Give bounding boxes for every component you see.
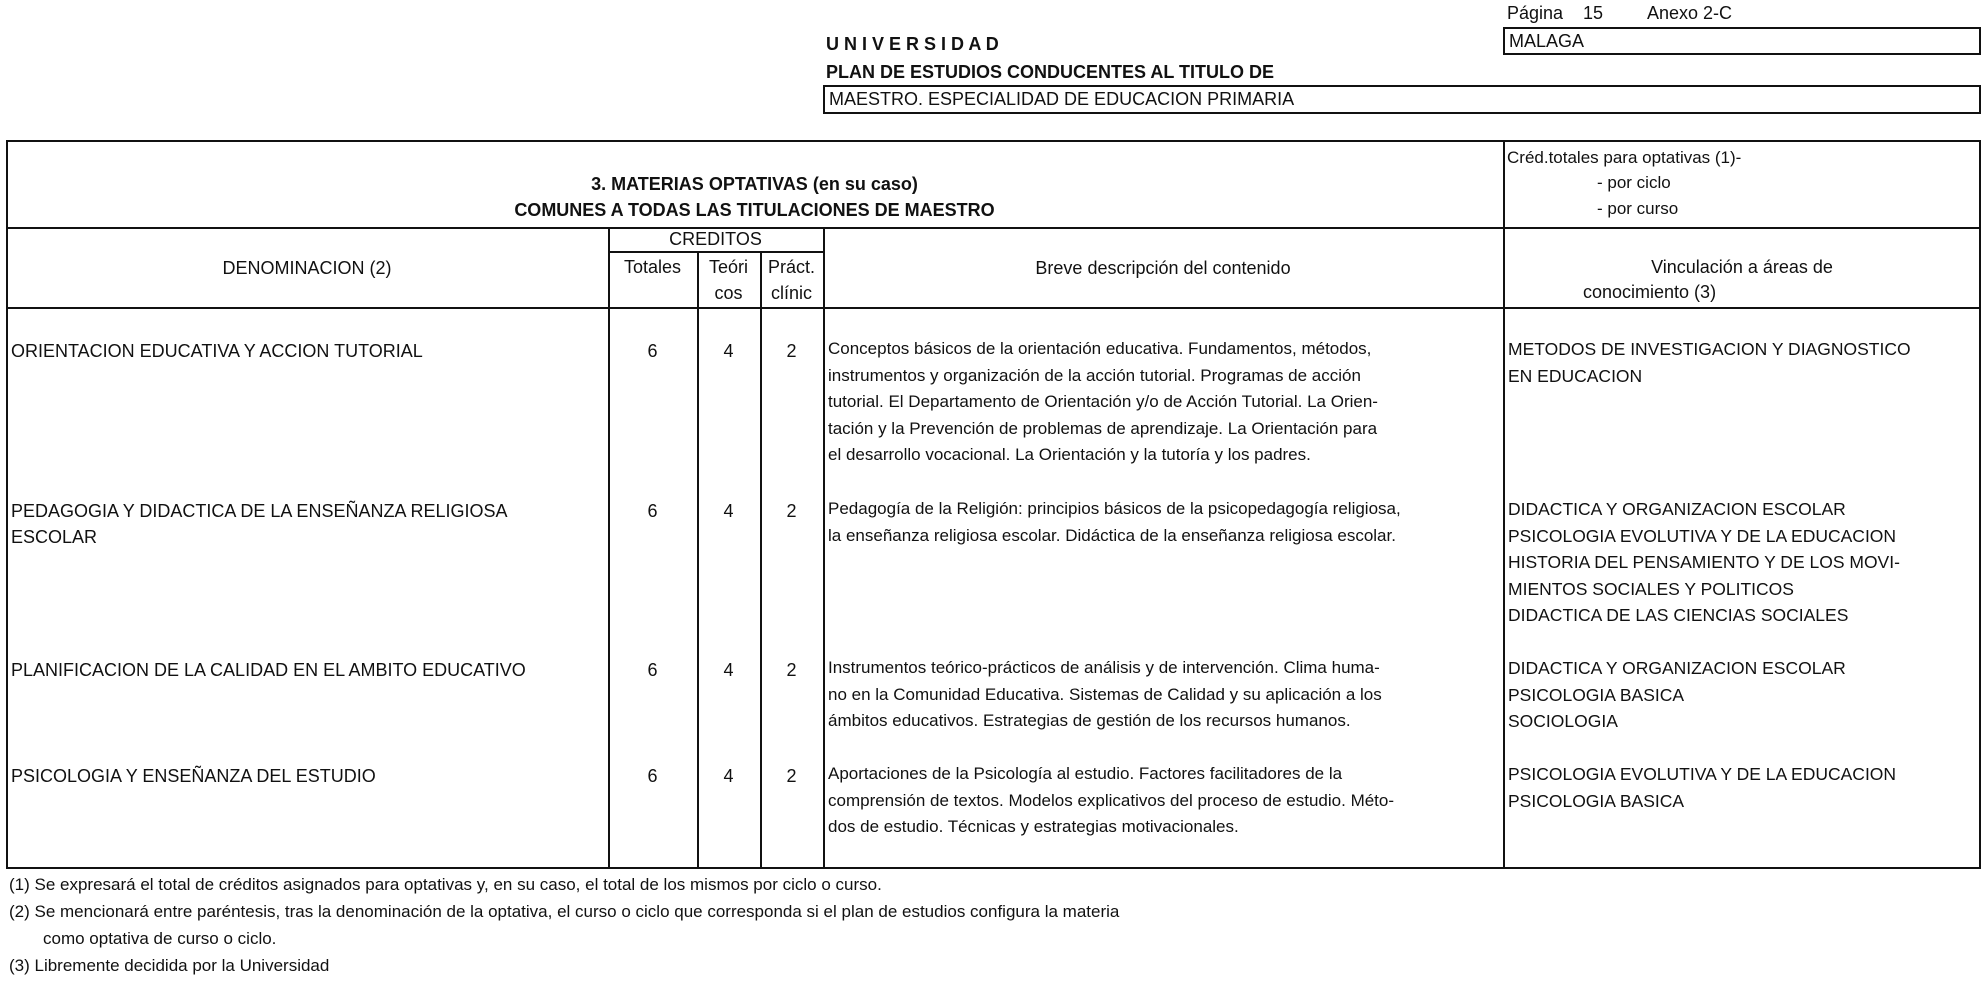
credits-practicos: 2 <box>786 766 797 786</box>
credits-practicos: 2 <box>786 501 797 521</box>
column-header-teoricos-2: cos <box>714 283 743 303</box>
credits-totales: 6 <box>647 766 658 786</box>
column-header-vinculacion-2: conocimiento (3) <box>1583 282 1717 302</box>
subject-name: PEDAGOGIA Y DIDACTICA DE LA ENSEÑANZA RELIGIOSA <box>11 501 508 521</box>
footnote-2: (2) Se mencionará entre paréntesis, tras la denominación de la optativa, el curso o ciclo que corresponda si el plan de estudios configura la materia <box>9 902 1120 921</box>
description-line: la enseñanza religiosa escolar. Didáctica de la enseñanza religiosa escolar. <box>828 525 1396 545</box>
description-line: el desarrollo vocacional. La Orientación y la tutoría y los padres. <box>828 445 1311 464</box>
annex-label: Anexo 2-C <box>1647 3 1733 23</box>
column-header-denominacion: DENOMINACION (2) <box>222 258 392 278</box>
table-divider <box>6 227 1981 229</box>
footnote-2-continued: como optativa de curso o ciclo. <box>43 929 277 948</box>
area-line: DIDACTICA Y ORGANIZACION ESCOLAR <box>1508 658 1846 678</box>
credits-practicos: 2 <box>786 660 797 680</box>
section-title: 3. MATERIAS OPTATIVAS (en su caso) <box>591 174 918 194</box>
area-line: DIDACTICA Y ORGANIZACION ESCOLAR <box>1508 499 1846 519</box>
column-header-practicos-2: clínic <box>770 283 812 303</box>
university-label: U N I V E R S I D A D <box>826 34 999 54</box>
description-line: tutorial. El Departamento de Orientación y/o de Acción Tutorial. La Orien- <box>828 392 1378 411</box>
page-label: Página <box>1507 3 1564 23</box>
description-line: dos de estudio. Técnicas y estrategias motivacionales. <box>828 817 1239 836</box>
footnote-1: (1) Se expresará el total de créditos asignados para optativas y, en su caso, el total de los mismos por ciclo o curso. <box>9 875 882 894</box>
area-line: PSICOLOGIA EVOLUTIVA Y DE LA EDUCACION <box>1508 525 1897 546</box>
university-name-box <box>1503 27 1981 55</box>
description-line: Aportaciones de la Psicología al estudio. Factores facilitadores de la <box>828 764 1343 783</box>
credits-teoricos: 4 <box>723 660 734 680</box>
area-line: PSICOLOGIA BASICA <box>1508 790 1685 811</box>
plan-label: PLAN DE ESTUDIOS CONDUCENTES AL TITULO DE <box>826 62 1275 82</box>
subject-name: PLANIFICACION DE LA CALIDAD EN EL AMBITO EDUCATIVO <box>11 660 526 680</box>
area-line: HISTORIA DEL PENSAMIENTO Y DE LOS MOVI- <box>1508 552 1900 572</box>
credits-teoricos: 4 <box>723 766 734 786</box>
table-divider <box>823 227 825 869</box>
knowledge-areas <box>1508 761 1978 814</box>
table-divider <box>6 307 1981 309</box>
credits-teoricos: 4 <box>723 501 734 521</box>
description-line: tación y la Prevención de problemas de aprendizaje. La Orientación para <box>828 418 1378 438</box>
area-line: PSICOLOGIA EVOLUTIVA Y DE LA EDUCACION <box>1508 764 1897 784</box>
column-header-practicos: Práct. <box>767 257 815 277</box>
degree-title: MAESTRO. ESPECIALIDAD DE EDUCACION PRIMARIA <box>829 89 1295 109</box>
knowledge-areas <box>1508 496 1978 629</box>
credits-note: Créd.totales para optativas (1)- <box>1507 148 1742 167</box>
subject-description <box>828 336 1500 469</box>
subject-description <box>828 761 1500 841</box>
column-header-vinculacion: Vinculación a áreas de <box>1651 257 1833 277</box>
degree-title-box <box>823 85 1981 114</box>
description-line: Instrumentos teórico-prácticos de análisis y de intervención. Clima huma- <box>828 658 1380 677</box>
column-header-totales: Totales <box>623 257 682 277</box>
column-header-teoricos: Teóri <box>708 257 748 277</box>
credits-teoricos: 4 <box>723 341 734 361</box>
area-line: EN EDUCACION <box>1508 365 1643 386</box>
subject-name: ORIENTACION EDUCATIVA Y ACCION TUTORIAL <box>11 341 423 361</box>
footnote-3: (3) Libremente decidida por la Universidad <box>9 956 330 975</box>
description-line: no en la Comunidad Educativa. Sistemas de Calidad y su aplicación a los <box>828 684 1382 704</box>
section-subtitle: COMUNES A TODAS LAS TITULACIONES DE MAESTRO <box>514 200 995 220</box>
subject-description <box>828 655 1500 735</box>
description-line: Conceptos básicos de la orientación educativa. Fundamentos, métodos, <box>828 339 1372 358</box>
credits-totales: 6 <box>647 660 658 680</box>
subject-name: PSICOLOGIA Y ENSEÑANZA DEL ESTUDIO <box>11 766 376 786</box>
table-divider <box>1503 140 1505 869</box>
page-number: 15 <box>1583 3 1604 23</box>
description-line: instrumentos y organización de la acción tutorial. Programas de acción <box>828 365 1361 385</box>
credits-per-cycle: - por ciclo <box>1597 173 1671 192</box>
credits-per-course: - por curso <box>1597 199 1679 218</box>
subject-name-continued: ESCOLAR <box>11 527 98 547</box>
area-line: METODOS DE INVESTIGACION Y DIAGNOSTICO <box>1508 339 1911 359</box>
credits-practicos: 2 <box>786 341 797 361</box>
column-header-descripcion: Breve descripción del contenido <box>1035 258 1291 278</box>
credits-totales: 6 <box>647 501 658 521</box>
column-header-creditos: CREDITOS <box>669 229 762 249</box>
university-name: MALAGA <box>1509 31 1585 51</box>
area-line: MIENTOS SOCIALES Y POLITICOS <box>1508 578 1794 599</box>
description-line: comprensión de textos. Modelos explicativos del proceso de estudio. Méto- <box>828 790 1395 810</box>
knowledge-areas <box>1508 336 1978 389</box>
table-divider <box>608 251 825 253</box>
credits-totales: 6 <box>647 341 658 361</box>
description-line: ámbitos educativos. Estrategias de gestión de los recursos humanos. <box>828 711 1351 730</box>
area-line: SOCIOLOGIA <box>1508 711 1618 731</box>
area-line: PSICOLOGIA BASICA <box>1508 684 1685 705</box>
knowledge-areas <box>1508 655 1978 735</box>
area-line: DIDACTICA DE LAS CIENCIAS SOCIALES <box>1508 605 1849 625</box>
subject-description <box>828 496 1500 549</box>
description-line: Pedagogía de la Religión: principios básicos de la psicopedagogía religiosa, <box>828 499 1401 518</box>
